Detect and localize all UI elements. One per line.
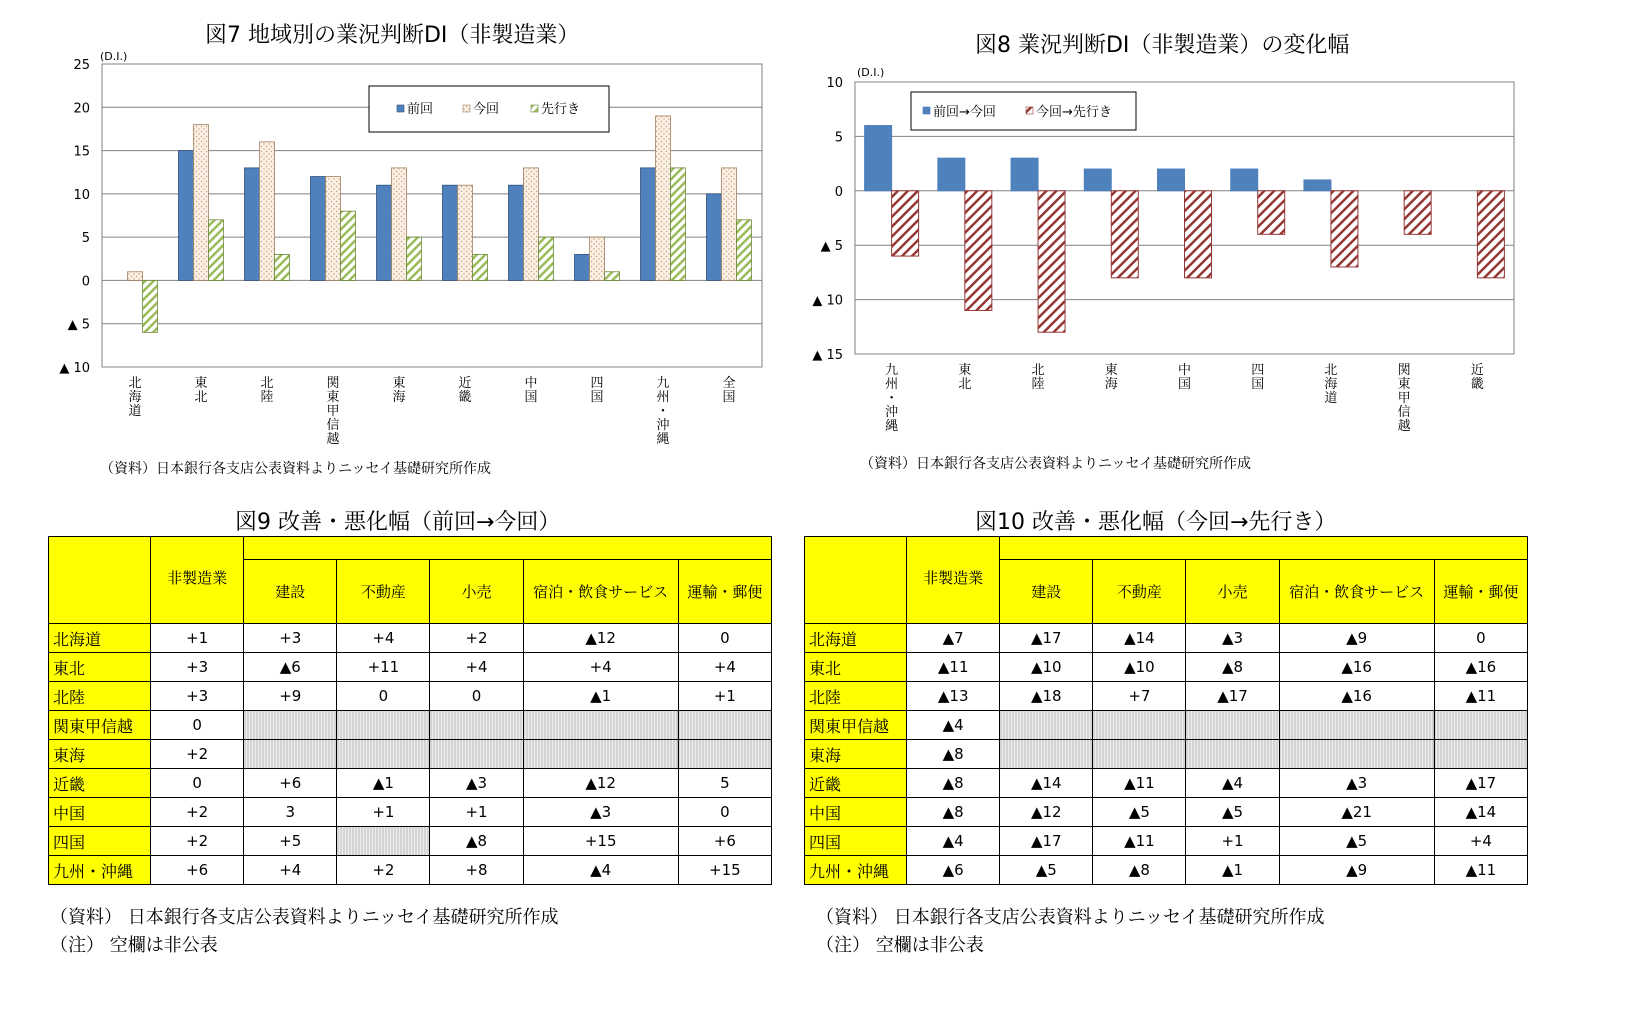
fig10-cell: ▲8 — [907, 740, 1000, 769]
fig9-cell — [244, 740, 337, 769]
fig9-row-label: 北陸 — [49, 682, 151, 711]
fig10-row-label: 北海道 — [805, 624, 907, 653]
fig10-row — [805, 682, 1528, 711]
fig9-cell: 0 — [430, 682, 523, 711]
fig8-bar — [892, 191, 919, 256]
fig9-cell: ▲4 — [523, 856, 678, 885]
fig7-bar — [707, 194, 722, 281]
fig8-source: （資料）日本銀行各支店公表資料よりニッセイ基礎研究所作成 — [860, 456, 1252, 472]
fig9-row — [49, 856, 772, 885]
fig8-xtick-label: 関東甲信越 — [1397, 363, 1411, 434]
fig9-source: （資料） 日本銀行各支店公表資料よりニッセイ基礎研究所作成 — [50, 907, 559, 928]
fig8-chart — [800, 0, 1632, 490]
fig7-legend-swatch — [397, 105, 404, 112]
fig10-header-band — [1000, 537, 1528, 560]
fig9-row — [49, 798, 772, 827]
fig9-cell: +6 — [151, 856, 244, 885]
fig10-cell: ▲3 — [1279, 769, 1434, 798]
fig10-cell: ▲9 — [1279, 856, 1434, 885]
fig9-cell: +4 — [678, 653, 771, 682]
fig9-cell: +1 — [678, 682, 771, 711]
fig7-bar — [407, 237, 422, 280]
fig9-cell: 5 — [678, 769, 771, 798]
fig8-xtick-label: 北陸 — [1031, 363, 1045, 392]
fig8-bar — [1185, 191, 1212, 278]
fig7-legend-swatch — [463, 105, 470, 112]
fig10-title: 図10 改善・悪化幅（今回→先行き） — [975, 510, 1337, 535]
fig10-cell: +4 — [1434, 827, 1527, 856]
fig9-row — [49, 682, 772, 711]
fig10-cell — [1434, 711, 1527, 740]
fig10-row-label: 関東甲信越 — [805, 711, 907, 740]
fig7-bar — [641, 168, 656, 281]
fig10-corner-cell — [805, 537, 907, 624]
fig10-cell: ▲11 — [1093, 827, 1186, 856]
fig10-cell: ▲18 — [1000, 682, 1093, 711]
fig8-legend-label: 今回→先行き — [1036, 105, 1112, 120]
fig7-bar — [509, 185, 524, 280]
fig9-cell: +1 — [337, 798, 430, 827]
fig7-bar — [326, 177, 341, 281]
fig9-cell — [523, 740, 678, 769]
fig10-cell — [1279, 740, 1434, 769]
fig10-row — [805, 711, 1528, 740]
fig10-cell: ▲11 — [1093, 769, 1186, 798]
fig8-legend-label: 前回→今回 — [933, 105, 996, 120]
fig9-cell: +1 — [430, 798, 523, 827]
fig9-cell: +2 — [337, 856, 430, 885]
fig10-cell: ▲6 — [907, 856, 1000, 885]
fig9-corner-cell — [49, 537, 151, 624]
fig8-bar — [1231, 169, 1258, 191]
fig7-bar — [392, 168, 407, 281]
fig8-xtick-label: 近畿 — [1470, 363, 1484, 392]
fig9-row-label: 九州・沖縄 — [49, 856, 151, 885]
fig10-cell: ▲11 — [1434, 856, 1527, 885]
fig9-cell: +1 — [151, 624, 244, 653]
fig9-row-label: 東海 — [49, 740, 151, 769]
fig9-row — [49, 769, 772, 798]
fig9-cell: +3 — [151, 682, 244, 711]
fig8-ytick-label: ▲ 5 — [820, 239, 843, 255]
fig10-cell: ▲13 — [907, 682, 1000, 711]
fig8-title: 図8 業況判断DI（非製造業）の変化幅 — [975, 33, 1350, 58]
fig8-bar — [1011, 158, 1038, 191]
fig9-note: （注） 空欄は非公表 — [50, 935, 218, 956]
fig9-header-sub: 不動産 — [337, 560, 430, 624]
fig7-xtick-label: 関東甲信越 — [326, 376, 340, 447]
fig8-bar — [1304, 180, 1331, 191]
fig9-cell — [244, 711, 337, 740]
fig9-cell: +2 — [151, 798, 244, 827]
fig10-cell: ▲5 — [1000, 856, 1093, 885]
fig9-header-sub: 宿泊・飲食サービス — [523, 560, 678, 624]
fig8-ylabel: (D.I.) — [857, 66, 885, 79]
fig10-cell: ▲14 — [1434, 798, 1527, 827]
fig7-xtick-label: 四国 — [590, 376, 604, 405]
fig10-header-sub: 運輸・郵便 — [1434, 560, 1527, 624]
fig8-ytick-label: ▲ 15 — [812, 348, 843, 363]
fig7-title: 図7 地域別の業況判断DI（非製造業） — [205, 23, 580, 48]
fig9-cell: +4 — [337, 624, 430, 653]
fig7-bar — [671, 168, 686, 281]
fig10-cell: ▲16 — [1279, 682, 1434, 711]
fig10-cell: ▲7 — [907, 624, 1000, 653]
fig10-cell: 0 — [1434, 624, 1527, 653]
fig7-bar — [605, 272, 620, 281]
fig10-cell: ▲5 — [1093, 798, 1186, 827]
fig9-cell — [337, 711, 430, 740]
fig10-row-label: 北陸 — [805, 682, 907, 711]
fig9-cell: +3 — [151, 653, 244, 682]
fig10-table — [804, 536, 1528, 885]
fig9-cell: +4 — [244, 856, 337, 885]
fig7-bar — [722, 168, 737, 281]
fig10-cell: ▲4 — [907, 711, 1000, 740]
fig10-note: （注） 空欄は非公表 — [816, 935, 984, 956]
fig8-bar — [1158, 169, 1185, 191]
fig9-cell: ▲3 — [430, 769, 523, 798]
fig8-bar — [965, 191, 992, 311]
fig7-xtick-label: 近畿 — [458, 376, 472, 405]
fig8-xtick-label: 北海道 — [1324, 363, 1338, 406]
fig9-row — [49, 740, 772, 769]
fig9-cell: ▲3 — [523, 798, 678, 827]
fig7-ylabel: (D.I.) — [100, 50, 128, 63]
fig8-bar — [1084, 169, 1111, 191]
fig7-ytick-label: 0 — [81, 274, 90, 290]
fig10-cell: ▲21 — [1279, 798, 1434, 827]
fig10-cell: ▲11 — [907, 653, 1000, 682]
fig9-row-label: 近畿 — [49, 769, 151, 798]
fig9-cell: ▲12 — [523, 769, 678, 798]
fig9-cell — [337, 740, 430, 769]
fig7-bar — [656, 116, 671, 280]
fig9-header-sub: 運輸・郵便 — [678, 560, 771, 624]
fig10-source: （資料） 日本銀行各支店公表資料よりニッセイ基礎研究所作成 — [816, 907, 1325, 928]
fig7-bar — [143, 280, 158, 332]
fig9-cell — [430, 740, 523, 769]
fig9-title: 図9 改善・悪化幅（前回→今回） — [235, 510, 561, 535]
fig9-cell: ▲1 — [337, 769, 430, 798]
fig8-bar — [1477, 191, 1504, 278]
fig9-cell — [678, 740, 771, 769]
fig7-bar — [209, 220, 224, 281]
fig9-cell — [678, 711, 771, 740]
fig10-cell: ▲16 — [1279, 653, 1434, 682]
fig10-cell: ▲14 — [1093, 624, 1186, 653]
fig9-cell: +15 — [523, 827, 678, 856]
fig8-bar — [1111, 191, 1138, 278]
fig8-bar — [865, 126, 892, 191]
fig10-cell: ▲16 — [1434, 653, 1527, 682]
fig10-cell — [1186, 711, 1279, 740]
fig9-cell: ▲1 — [523, 682, 678, 711]
fig7-bar — [575, 254, 590, 280]
fig7-bar — [458, 185, 473, 280]
fig9-cell: +6 — [678, 827, 771, 856]
fig7-xtick-label: 北陸 — [260, 376, 274, 405]
fig9-cell: +5 — [244, 827, 337, 856]
fig7-bar — [524, 168, 539, 281]
fig9-cell: +2 — [430, 624, 523, 653]
fig8-ytick-label: 5 — [834, 130, 843, 146]
fig7-legend-label: 先行き — [541, 102, 581, 117]
fig9-cell — [337, 827, 430, 856]
fig7-legend-label: 前回 — [407, 102, 434, 117]
fig9-cell — [523, 711, 678, 740]
fig10-row-label: 近畿 — [805, 769, 907, 798]
fig7-bar — [194, 125, 209, 281]
fig10-cell: ▲8 — [1093, 856, 1186, 885]
fig7-bar — [443, 185, 458, 280]
fig10-cell — [1093, 740, 1186, 769]
fig7-xtick-label: 九州・沖縄 — [656, 376, 670, 447]
fig9-cell: +11 — [337, 653, 430, 682]
fig10-cell: ▲12 — [1000, 798, 1093, 827]
fig10-header-sub: 小売 — [1186, 560, 1279, 624]
fig7-ytick-label: 10 — [73, 187, 90, 203]
fig10-cell: ▲17 — [1186, 682, 1279, 711]
fig10-row-label: 四国 — [805, 827, 907, 856]
fig8-xtick-label: 九州・沖縄 — [885, 363, 899, 434]
fig7-bar — [179, 151, 194, 281]
fig10-row — [805, 856, 1528, 885]
fig10-header-sub: 宿泊・飲食サービス — [1279, 560, 1434, 624]
fig10-row-label: 東海 — [805, 740, 907, 769]
fig10-row — [805, 624, 1528, 653]
fig10-cell: ▲4 — [907, 827, 1000, 856]
fig8-bar — [1038, 191, 1065, 332]
fig10-cell: ▲10 — [1093, 653, 1186, 682]
fig7-xtick-label: 中国 — [524, 376, 538, 405]
fig7-bar — [341, 211, 356, 280]
fig9-cell: ▲8 — [430, 827, 523, 856]
fig8-bar — [1331, 191, 1358, 267]
fig8-legend-swatch — [923, 107, 930, 114]
fig9-cell: ▲12 — [523, 624, 678, 653]
fig7-ytick-label: 20 — [73, 101, 90, 117]
fig10-header-sub: 不動産 — [1093, 560, 1186, 624]
fig7-bar — [590, 237, 605, 280]
fig9-table — [48, 536, 772, 885]
fig9-cell: 0 — [337, 682, 430, 711]
fig10-cell: ▲17 — [1000, 827, 1093, 856]
fig7-xtick-label: 東北 — [194, 376, 208, 405]
fig10-row-label: 東北 — [805, 653, 907, 682]
fig10-header-sub: 建設 — [1000, 560, 1093, 624]
fig9-header-sub: 建設 — [244, 560, 337, 624]
fig10-row-label: 九州・沖縄 — [805, 856, 907, 885]
fig8-ytick-label: 0 — [834, 184, 843, 200]
fig7-ytick-label: ▲ 10 — [59, 361, 90, 376]
fig10-cell: ▲9 — [1279, 624, 1434, 653]
fig9-row — [49, 624, 772, 653]
fig8-xtick-label: 四国 — [1251, 363, 1265, 392]
fig7-bar — [473, 254, 488, 280]
fig10-cell — [1093, 711, 1186, 740]
fig10-cell: ▲8 — [907, 798, 1000, 827]
fig10-cell: ▲17 — [1000, 624, 1093, 653]
fig9-cell: +6 — [244, 769, 337, 798]
fig10-row-label: 中国 — [805, 798, 907, 827]
fig10-cell: ▲8 — [1186, 653, 1279, 682]
fig7-bar — [260, 142, 275, 281]
fig9-cell: +9 — [244, 682, 337, 711]
fig8-xtick-label: 東海 — [1104, 363, 1118, 392]
fig10-cell: ▲10 — [1000, 653, 1093, 682]
fig10-cell — [1000, 711, 1093, 740]
fig10-cell: ▲5 — [1279, 827, 1434, 856]
fig9-header-sub: 小売 — [430, 560, 523, 624]
fig9-row-label: 関東甲信越 — [49, 711, 151, 740]
fig9-cell: +4 — [523, 653, 678, 682]
fig9-cell: +4 — [430, 653, 523, 682]
fig10-row — [805, 653, 1528, 682]
fig10-row — [805, 740, 1528, 769]
fig10-row — [805, 798, 1528, 827]
fig8-ytick-label: 10 — [826, 76, 843, 91]
fig7-xtick-label: 北海道 — [128, 376, 142, 419]
fig8-bar — [1404, 191, 1431, 235]
fig9-cell: 3 — [244, 798, 337, 827]
fig7-xtick-label: 東海 — [392, 376, 406, 405]
fig9-row-label: 四国 — [49, 827, 151, 856]
fig10-cell: ▲8 — [907, 769, 1000, 798]
fig7-source: （資料）日本銀行各支店公表資料よりニッセイ基礎研究所作成 — [100, 461, 492, 477]
fig9-cell: +15 — [678, 856, 771, 885]
fig10-cell: ▲11 — [1434, 682, 1527, 711]
fig9-row-label: 北海道 — [49, 624, 151, 653]
fig8-ytick-label: ▲ 10 — [812, 293, 843, 309]
fig10-cell — [1186, 740, 1279, 769]
fig10-cell: +1 — [1186, 827, 1279, 856]
fig8-bar — [938, 158, 965, 191]
fig10-row — [805, 827, 1528, 856]
fig7-bar — [311, 177, 326, 281]
fig9-cell: ▲6 — [244, 653, 337, 682]
fig9-cell: +3 — [244, 624, 337, 653]
fig10-cell: +7 — [1093, 682, 1186, 711]
fig7-bar — [275, 254, 290, 280]
fig10-cell: ▲5 — [1186, 798, 1279, 827]
fig9-row — [49, 827, 772, 856]
fig9-row-label: 中国 — [49, 798, 151, 827]
fig10-header-main: 非製造業 — [907, 537, 1000, 624]
fig7-bar — [539, 237, 554, 280]
fig9-row — [49, 653, 772, 682]
fig10-row — [805, 769, 1528, 798]
fig9-row — [49, 711, 772, 740]
fig8-xtick-label: 中国 — [1177, 363, 1192, 392]
fig9-row-label: 東北 — [49, 653, 151, 682]
fig7-ytick-label: ▲ 5 — [67, 317, 90, 333]
fig7-ytick-label: 15 — [73, 144, 90, 160]
fig9-cell: 0 — [151, 769, 244, 798]
fig9-cell: +2 — [151, 740, 244, 769]
fig7-legend-swatch — [531, 105, 538, 112]
fig7-ytick-label: 5 — [81, 231, 90, 247]
fig9-cell — [430, 711, 523, 740]
fig9-cell: 0 — [678, 798, 771, 827]
fig10-cell: ▲4 — [1186, 769, 1279, 798]
fig8-bar — [1258, 191, 1285, 235]
fig7-bar — [737, 220, 752, 281]
fig10-cell — [1279, 711, 1434, 740]
fig9-cell: 0 — [678, 624, 771, 653]
fig9-cell: 0 — [151, 711, 244, 740]
fig10-cell — [1000, 740, 1093, 769]
fig10-cell — [1434, 740, 1527, 769]
fig7-bar — [245, 168, 260, 281]
fig10-cell: ▲3 — [1186, 624, 1279, 653]
fig9-header-band — [244, 537, 772, 560]
fig9-cell: +8 — [430, 856, 523, 885]
fig7-bar — [377, 185, 392, 280]
fig7-legend-label: 今回 — [473, 102, 500, 117]
fig8-xtick-label: 東北 — [958, 363, 972, 392]
fig7-chart — [0, 0, 800, 490]
fig7-xtick-label: 全国 — [722, 376, 736, 405]
fig8-legend-swatch — [1026, 107, 1033, 114]
fig10-cell: ▲14 — [1000, 769, 1093, 798]
fig9-header-main: 非製造業 — [151, 537, 244, 624]
fig10-cell: ▲17 — [1434, 769, 1527, 798]
fig9-cell: +2 — [151, 827, 244, 856]
fig7-bar — [128, 272, 143, 281]
fig7-ytick-label: 25 — [73, 58, 90, 73]
fig10-cell: ▲1 — [1186, 856, 1279, 885]
